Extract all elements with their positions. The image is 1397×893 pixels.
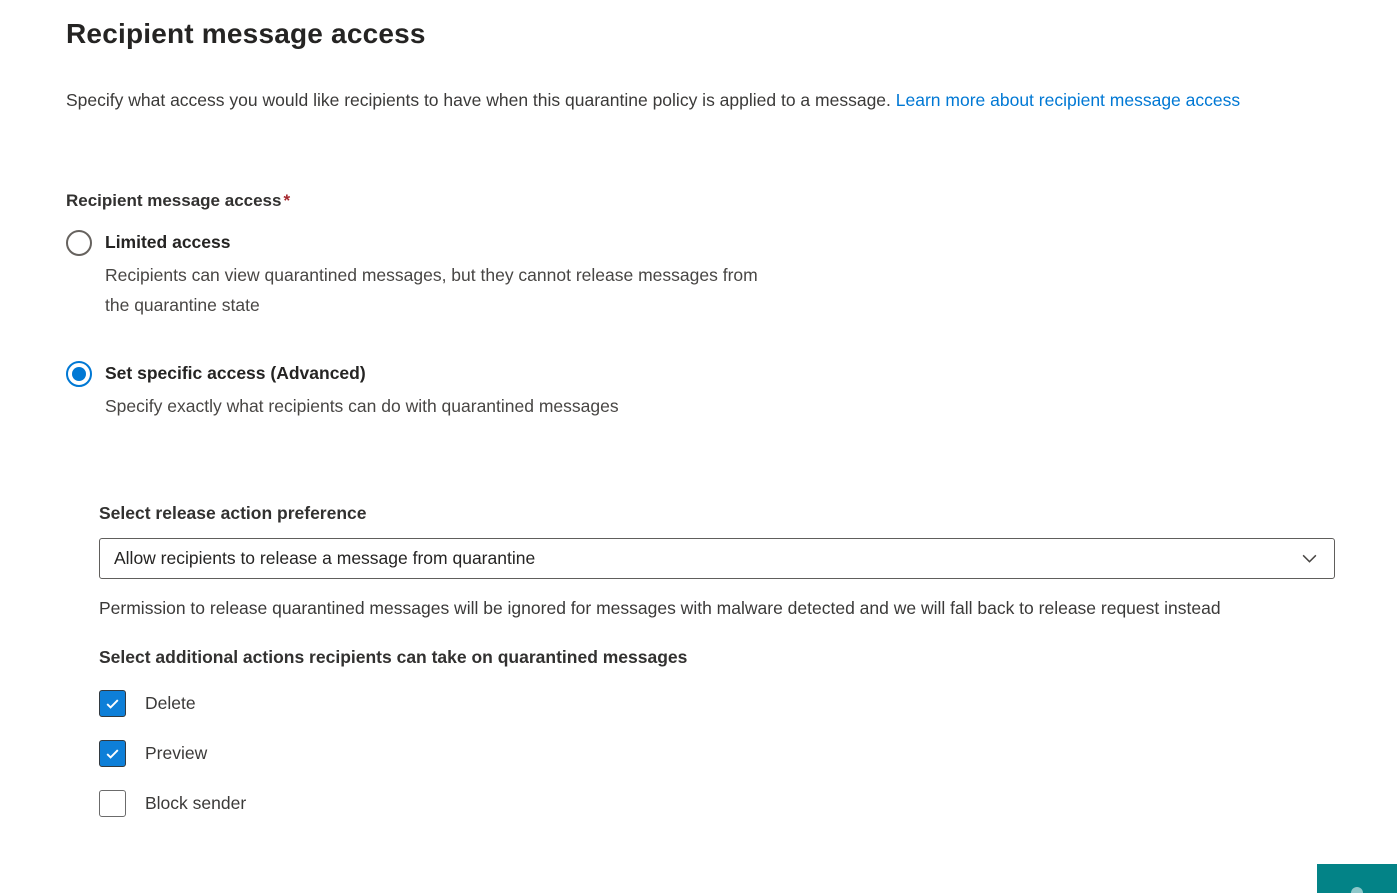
- check-icon: [104, 745, 121, 762]
- checkbox-label: Delete: [145, 693, 196, 713]
- page-description-text: Specify what access you would like recipients to have when this quarantine policy is applied to a message.: [66, 90, 896, 110]
- feedback-button-fragment[interactable]: [1317, 864, 1397, 893]
- checkbox-label: Preview: [145, 743, 208, 763]
- dropdown-selected-value: Allow recipients to release a message from quarantine: [114, 548, 536, 568]
- radio-option-text: [105, 360, 619, 421]
- radio-option-label: Limited access: [105, 232, 231, 252]
- check-icon: [104, 695, 121, 712]
- checkbox-row-preview[interactable]: [99, 740, 1397, 767]
- checkbox-row-delete[interactable]: [99, 690, 1397, 717]
- chevron-down-icon: [1301, 550, 1318, 567]
- required-asterisk: *: [283, 191, 291, 210]
- checkbox-icon[interactable]: [99, 740, 126, 767]
- radio-option-description: Specify exactly what recipients can do with quarantined messages: [105, 396, 619, 416]
- additional-actions-checkbox-list: [99, 690, 1397, 817]
- checkbox-label: Block sender: [145, 793, 247, 813]
- radio-button-icon[interactable]: [66, 230, 92, 256]
- radio-button-icon[interactable]: [66, 361, 92, 387]
- release-action-help-text: Permission to release quarantined messages will be ignored for messages with malware detected and we will fall back to release request instead: [99, 598, 1221, 618]
- radio-option-label: Set specific access (Advanced): [105, 363, 366, 383]
- checkbox-icon[interactable]: [99, 690, 126, 717]
- page-title: Recipient message access: [66, 18, 426, 49]
- checkbox-icon[interactable]: [99, 790, 126, 817]
- radio-option-text: [105, 229, 765, 320]
- release-action-label: Select release action preference: [99, 503, 367, 523]
- additional-actions-label: Select additional actions recipients can take on quarantined messages: [99, 647, 688, 667]
- radio-option-description: Recipients can view quarantined messages, but they cannot release messages from the quarantine state: [105, 265, 758, 315]
- release-action-dropdown[interactable]: [99, 538, 1335, 579]
- field-label: [66, 191, 1397, 211]
- radio-option-limited-access[interactable]: [66, 229, 1397, 320]
- checkbox-row-block-sender[interactable]: [99, 790, 1397, 817]
- page-description: [66, 86, 1334, 115]
- radio-option-set-specific-access[interactable]: [66, 360, 1397, 421]
- feedback-icon: [1351, 887, 1363, 893]
- advanced-access-section: [99, 503, 1397, 817]
- learn-more-link[interactable]: Learn more about recipient message access: [895, 90, 1241, 110]
- field-label-text: Recipient message access: [66, 191, 282, 210]
